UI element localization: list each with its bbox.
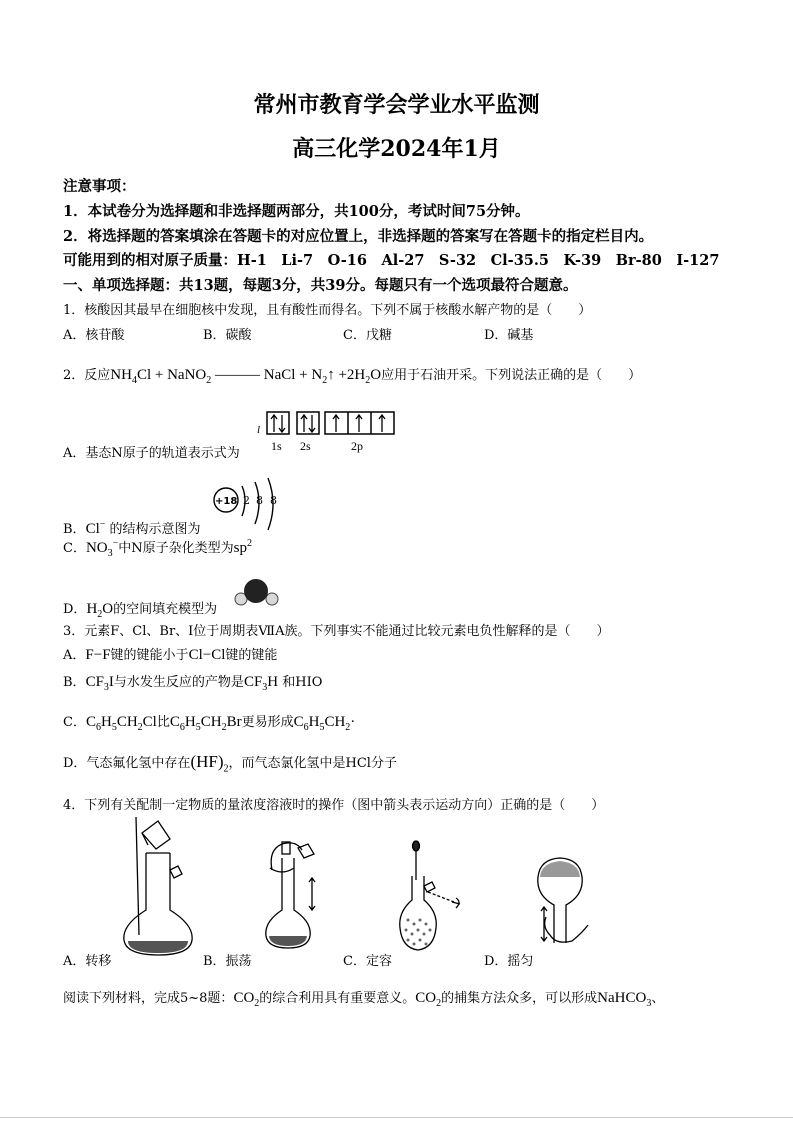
atomic-masses: 可能用到的相对原子质量：H-1 Li-7 O-16 Al-27 S-32 Cl-35.5 K-39 Br-80 I-127 [63, 252, 720, 269]
orb-label-2p: 2p [351, 439, 363, 453]
nitrate-formula: $NO_3^-$ [85, 538, 119, 559]
q3-c-text: 比 [156, 715, 170, 730]
q4-option-d: D．摇匀 [484, 954, 534, 969]
q2-option-c [63, 537, 252, 559]
note-1: 1．本试卷分为选择题和非选择题两部分，共100分，考试时间75分钟。 [63, 203, 530, 220]
q2-c-text: 中N原子杂化类型为 [118, 541, 234, 556]
q2-stem [63, 364, 641, 386]
shell-3-electrons: 8 [270, 494, 277, 507]
benzyl-chloride: $C_6H_5CH_2Cl$ [85, 714, 157, 733]
fixing-volume-illustration [398, 840, 473, 960]
reading-post: 的捕集方法众多，可以形成 [441, 991, 598, 1006]
q4-option-b: B．振荡 [203, 954, 252, 969]
notes-heading: 注意事项： [63, 178, 136, 195]
co2-formula-1: $CO_2$ [233, 990, 260, 1009]
reading-tail: 、 [651, 991, 665, 1006]
orb-label-1s: 1s [271, 439, 282, 453]
q2-c-prefix: C． [63, 541, 86, 556]
note-2: 2．将选择题的答案填涂在答题卡的对应位置上，非选择题的答案写在答题卡的指定栏目内。 [63, 228, 654, 245]
q3-option-d [63, 752, 397, 774]
q2-option-d [63, 598, 217, 620]
nucleus-charge: +18 [215, 496, 238, 507]
q2-b-text: 的结构示意图为 [109, 522, 201, 537]
q3-a-prefix: A． [63, 648, 86, 663]
q3-b-text: 与水发生反应的产物是 [113, 675, 244, 690]
q3-b-tail: 和HIO [282, 675, 323, 690]
q3-d-text: ，而气态氯化氢中是HCl分子 [228, 756, 397, 771]
sp2-label: $sp^2$ [233, 538, 252, 556]
orb-label-2s: 2s [300, 439, 311, 453]
inverting-illustration [532, 855, 602, 960]
cl-ion-formula: Cl− [85, 519, 106, 537]
reading-mid: 的综合利用具有重要意义。 [259, 991, 416, 1006]
clcl-bond: Cl−Cl [188, 647, 226, 663]
q3-a-tail: 键的键能 [225, 648, 278, 663]
q3-option-c [63, 711, 355, 733]
q4-option-c: C．定容 [343, 954, 392, 969]
q2-stem-pre: 2．反应 [63, 368, 111, 383]
orbital-diagram [255, 406, 400, 456]
hf-dimer: $(HF)_2$ [190, 752, 229, 775]
q3-c-prefix: C． [63, 715, 86, 730]
q4-stem: 4．下列有关配制一定物质的量浓度溶液时的操作（图中箭头表示运动方向）正确的是（ ） [63, 798, 605, 813]
q2-d-text: 的空间填充模型为 [113, 602, 218, 617]
benzyl-bromide: $C_6H_5CH_2Br$ [169, 714, 242, 733]
q2-equation: $NH_4Cl$ + NaNO$_2$ ——— NaCl + $N_2↑ +2H_2O$ [110, 367, 382, 386]
q1-option-c: C．戊糖 [343, 328, 392, 343]
q2-option-b [63, 518, 201, 538]
nahco3-formula: NaHCO$_3$ [597, 990, 652, 1009]
q1-stem: 1．核酸因其最早在细胞核中发现，且有酸性而得名。下列不属于核酸水解产物的是（ ） [63, 303, 592, 318]
q1-option-b: B．碳酸 [203, 328, 252, 343]
cf3i-formula: $CF_3I$ [85, 674, 114, 693]
q3-b-prefix: B． [63, 675, 86, 690]
q4-option-a: A．转移 [63, 954, 112, 969]
page-bottom-rule [0, 1117, 793, 1118]
svg-text:l: l [257, 424, 261, 436]
atomic-structure-diagram [212, 476, 292, 536]
q3-a-text: 键的键能小于 [110, 648, 189, 663]
q2-d-prefix: D． [63, 602, 87, 617]
transfer-illustration [118, 815, 198, 960]
q1-option-a: A．核苷酸 [63, 328, 125, 343]
reading-pre: 阅读下列材料，完成5~8题： [63, 991, 234, 1006]
shaking-illustration [262, 840, 332, 955]
q3-stem: 3．元素F、Cl、Br、I位于周期表ⅦA族。下列事实不能通过比较元素电负性解释的是（ ） [63, 624, 610, 639]
co2-formula-2: $CO_2$ [415, 990, 442, 1009]
cf3h-formula: $CF_3H$ [243, 674, 279, 693]
section-heading: 一、单项选择题：共13题，每题3分，共39分。每题只有一个选项最符合题意。 [63, 277, 578, 294]
shell-1-electrons: 2 [243, 494, 250, 507]
q2-stem-post: 应用于石油开采。下列说法正确的是（ ） [381, 368, 642, 383]
q3-d-prefix: D．气态氟化氢中存在 [63, 756, 191, 771]
reading-intro [63, 987, 664, 1009]
q3-option-b [63, 671, 322, 693]
ff-bond: F−F [85, 647, 111, 663]
q2-b-prefix: B． [63, 522, 86, 537]
water-space-filling-model [234, 575, 280, 611]
q2-option-a: A．基态N原子的轨道表示式为 [63, 446, 240, 461]
benzyl-radical: $C_6H_5CH_2\cdot$ [293, 714, 356, 733]
q3-option-a [63, 644, 277, 664]
q1-option-d: D．碱基 [484, 328, 534, 343]
shell-2-electrons: 8 [256, 494, 263, 507]
exam-subtitle: 高三化学2024年1月 [292, 136, 501, 162]
q3-c-tail: 更易形成 [241, 715, 294, 730]
exam-title: 常州市教育学会学业水平监测 [253, 92, 540, 118]
water-formula: $H_2O$ [86, 601, 114, 620]
